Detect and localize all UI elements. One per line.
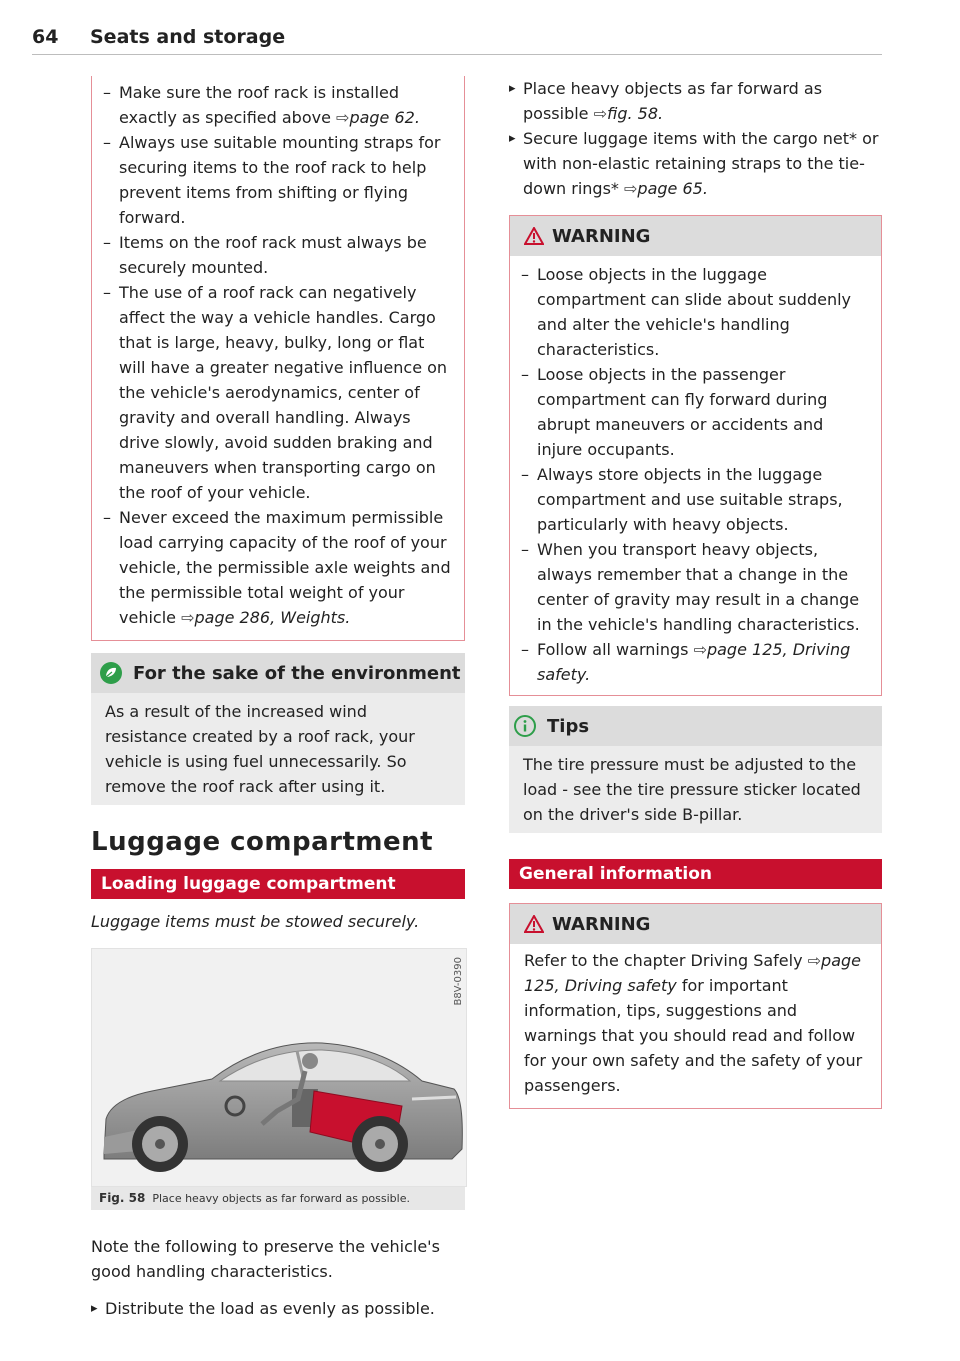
- page-number: 64: [32, 26, 59, 48]
- warning-icon: [524, 915, 544, 933]
- list-item: – Never exceed the maximum permissible load carrying capacity of the roof of your vehicle, the permissible axle weights and the permissible total weight of your vehicle ⇨page 286, Weights.: [92, 505, 454, 630]
- list-item: – Loose objects in the luggage compartment can slide about suddenly and alter the vehicle's handling characteristics.: [510, 262, 871, 362]
- note-text: Note the following to preserve the vehicle's good handling characteristics.: [91, 1237, 440, 1281]
- section-title: Seats and storage: [90, 26, 286, 48]
- leaf-icon: [99, 661, 123, 685]
- warning-header-2: [510, 904, 881, 944]
- environment-text: As a result of the increased wind resistance created by a roof rack, your vehicle is using fuel unnecessarily. So remove the roof rack after using it.: [105, 702, 415, 796]
- warning-title: WARNING: [552, 225, 651, 247]
- list-item: – Follow all warnings ⇨page 125, Driving safety.: [510, 637, 871, 687]
- page-ref[interactable]: page 286, Weights.: [194, 608, 351, 627]
- intro-text: Luggage items must be stowed securely.: [91, 912, 420, 931]
- right-column: [509, 76, 882, 1109]
- warning-continued-list: [92, 80, 454, 630]
- steps-list-right: [509, 76, 882, 201]
- tips-box: [509, 706, 882, 833]
- page-header: [32, 24, 882, 55]
- arrow-icon: ⇨: [181, 608, 195, 627]
- arrow-icon: ⇨: [807, 951, 822, 970]
- tips-text: The tire pressure must be adjusted to the load - see the tire pressure sticker located on the driver's side B-pillar.: [523, 755, 861, 824]
- warning-header: [510, 216, 881, 256]
- figure-label: Fig. 58: [99, 1191, 146, 1205]
- figure-ref[interactable]: fig. 58.: [607, 104, 664, 123]
- warning-body: [510, 256, 881, 695]
- arrow-icon: ⇨: [624, 179, 638, 198]
- list-item: – Always store objects in the luggage compartment and use suitable straps, particularly with heavy objects.: [510, 462, 871, 537]
- tips-body: [509, 746, 882, 833]
- page-ref[interactable]: page 125, Driving safety.: [537, 640, 851, 684]
- arrow-icon: ⇨: [693, 640, 707, 659]
- section-heading: Luggage compartment: [91, 827, 434, 857]
- page-ref[interactable]: page 125, Driving safety: [524, 951, 862, 995]
- warning-box: [509, 215, 882, 696]
- page-ref[interactable]: page 62.: [349, 108, 420, 127]
- warning-continued-box: [91, 76, 465, 641]
- page-ref[interactable]: page 65.: [637, 179, 708, 198]
- arrow-icon: ⇨: [336, 108, 350, 127]
- list-item: – The use of a roof rack can negatively affect the way a vehicle handles. Cargo that is large, heavy, bulky, long or flat will have a greater negative influence on the vehicle's aerodynamics, center of gravity and overall handling. Always drive slowly, avoid sudden braking and maneuvers when transporting cargo on the roof of your vehicle.: [92, 280, 454, 505]
- figure-code: B8V-0390: [453, 957, 464, 1006]
- warning-title-2: WARNING: [552, 913, 651, 935]
- steps-list-left: [91, 1296, 465, 1321]
- step-item: ▸ Place heavy objects as far forward as possible ⇨fig. 58.: [509, 76, 882, 126]
- warning-icon: [524, 227, 544, 245]
- environment-body: [91, 693, 465, 805]
- environment-box: [91, 653, 465, 805]
- list-item: – Make sure the roof rack is installed exactly as specified above ⇨page 62.: [92, 80, 454, 130]
- warning-body-2: [510, 944, 881, 1108]
- warning-box-2: [509, 903, 882, 1109]
- environment-title: For the sake of the environment: [133, 662, 461, 684]
- list-item: – When you transport heavy objects, always remember that a change in the center of gravity may result in a change in the vehicle's handling characteristics.: [510, 537, 871, 637]
- figure-caption: [91, 1187, 465, 1210]
- tips-title: Tips: [547, 715, 590, 737]
- environment-header: [91, 653, 465, 693]
- arrow-icon: ⇨: [593, 104, 608, 123]
- tips-header: [509, 706, 882, 746]
- warning-list: [510, 262, 871, 687]
- list-item: – Always use suitable mounting straps for securing items to the roof rack to help prevent items from shifting or flying forward.: [92, 130, 454, 230]
- list-item: – Loose objects in the passenger compartment can fly forward during abrupt maneuvers or accidents and injure occupants.: [510, 362, 871, 462]
- subsection-heading: Loading luggage compartment: [91, 869, 465, 899]
- step-item: ▸ Secure luggage items with the cargo net* or with non-elastic retaining straps to the tie-down rings* ⇨page 65.: [509, 126, 882, 201]
- figure-caption-text: Place heavy objects as far forward as possible.: [152, 1192, 410, 1205]
- list-item: – Items on the roof rack must always be securely mounted.: [92, 230, 454, 280]
- car-illustration: [92, 949, 466, 1186]
- info-icon: [513, 714, 537, 738]
- warning-text-2: Refer to the chapter Driving Safely ⇨page 125, Driving safety for important information, tips, suggestions and warnings that you should read and follow for your own safety and the safety of your passengers.: [524, 951, 863, 1095]
- step-item: ▸ Distribute the load as evenly as possible.: [91, 1296, 465, 1321]
- subsection-heading: General information: [509, 859, 882, 889]
- left-column: [91, 76, 465, 1321]
- figure-58: [91, 948, 467, 1187]
